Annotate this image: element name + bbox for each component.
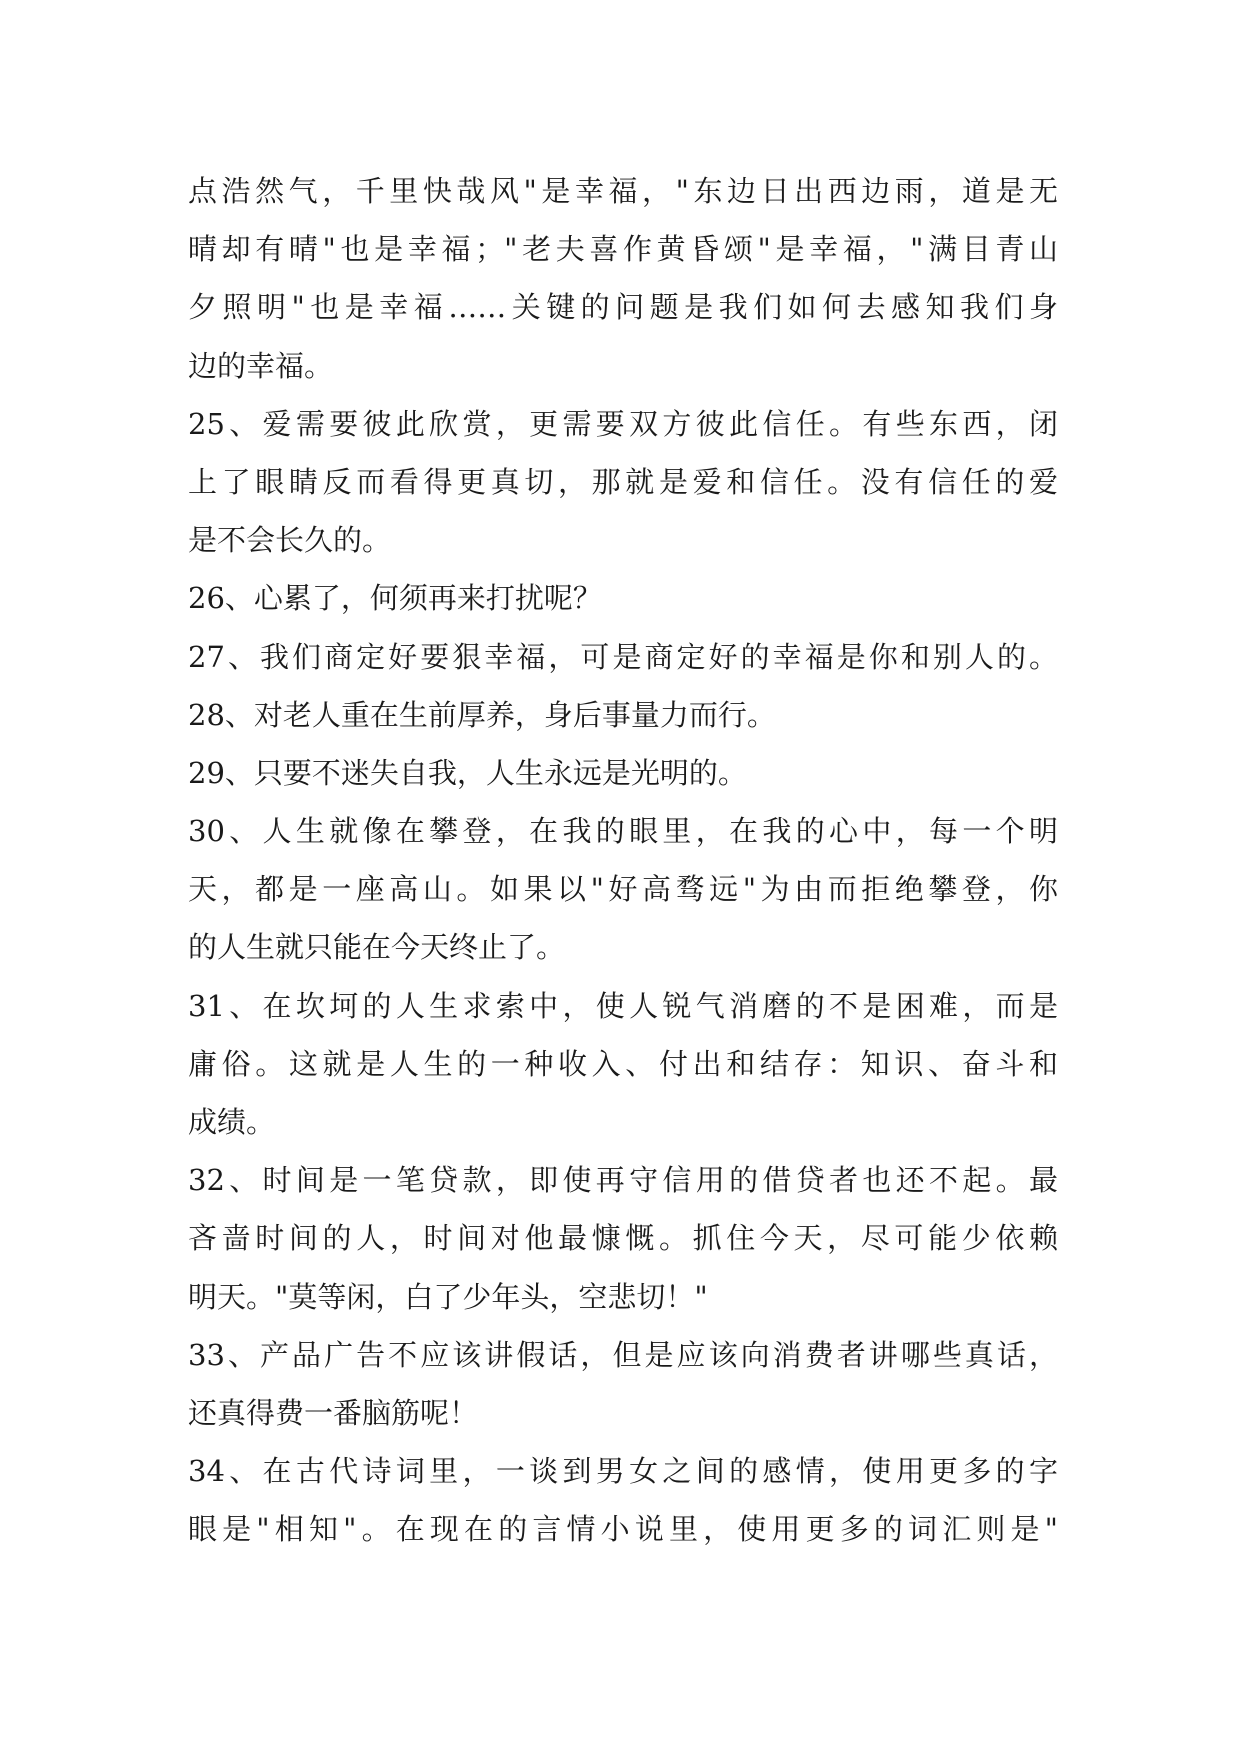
text-line: 32、时间是一笔贷款，即使再守信用的借贷者也还不起。最 bbox=[188, 1163, 1058, 1198]
text-line: 吝啬时间的人，时间对他最慷慨。抓住今天，尽可能少依赖 bbox=[188, 1221, 1058, 1256]
text-line: 天，都是一座高山。如果以"好高骛远"为由而拒绝攀登，你 bbox=[188, 872, 1058, 907]
text-line: 夕照明"也是幸福……关键的问题是我们如何去感知我们身 bbox=[188, 290, 1058, 325]
text-line: 眼是"相知"。在现在的言情小说里，使用更多的词汇则是" bbox=[188, 1512, 1058, 1547]
text-line: 31、在坎坷的人生求索中，使人锐气消磨的不是困难，而是 bbox=[188, 988, 1058, 1023]
text-line: 33、产品广告不应该讲假话，但是应该向消费者讲哪些真话， bbox=[188, 1337, 1058, 1372]
text-line: 27、我们商定好要狠幸福，可是商定好的幸福是你和别人的。 bbox=[188, 639, 1058, 674]
text-line: 34、在古代诗词里，一谈到男女之间的感情，使用更多的字 bbox=[188, 1454, 1058, 1489]
text-line: 26、心累了，何须再来打扰呢？ bbox=[188, 581, 602, 616]
text-line: 上了眼睛反而看得更真切，那就是爱和信任。没有信任的爱 bbox=[188, 464, 1058, 499]
text-line: 是不会长久的。 bbox=[188, 523, 392, 558]
text-line: 明天。"莫等闲，白了少年头，空悲切！" bbox=[188, 1279, 708, 1314]
text-line: 的人生就只能在今天终止了。 bbox=[188, 930, 566, 965]
text-line: 成绩。 bbox=[188, 1105, 276, 1139]
text-line: 25、爱需要彼此欣赏，更需要双方彼此信任。有些东西，闭 bbox=[188, 406, 1058, 441]
text-line: 边的幸福。 bbox=[188, 348, 334, 383]
text-line: 还真得费一番脑筋呢！ bbox=[188, 1395, 479, 1430]
text-line: 28、对老人重在生前厚养，身后事量力而行。 bbox=[188, 697, 776, 732]
text-line: 点浩然气，千里快哉风"是幸福，"东边日出西边雨，道是无 bbox=[188, 174, 1058, 208]
text-line: 29、只要不迷失自我，人生永远是光明的。 bbox=[188, 755, 747, 790]
text-line: 30、人生就像在攀登，在我的眼里，在我的心中，每一个明 bbox=[188, 814, 1058, 849]
text-line: 庸俗。这就是人生的一种收入、付出和结存：知识、奋斗和 bbox=[188, 1046, 1058, 1081]
text-line: 晴却有晴"也是幸福；"老夫喜作黄昏颂"是幸福，"满目青山 bbox=[188, 232, 1058, 267]
body-text bbox=[188, 162, 1058, 1559]
